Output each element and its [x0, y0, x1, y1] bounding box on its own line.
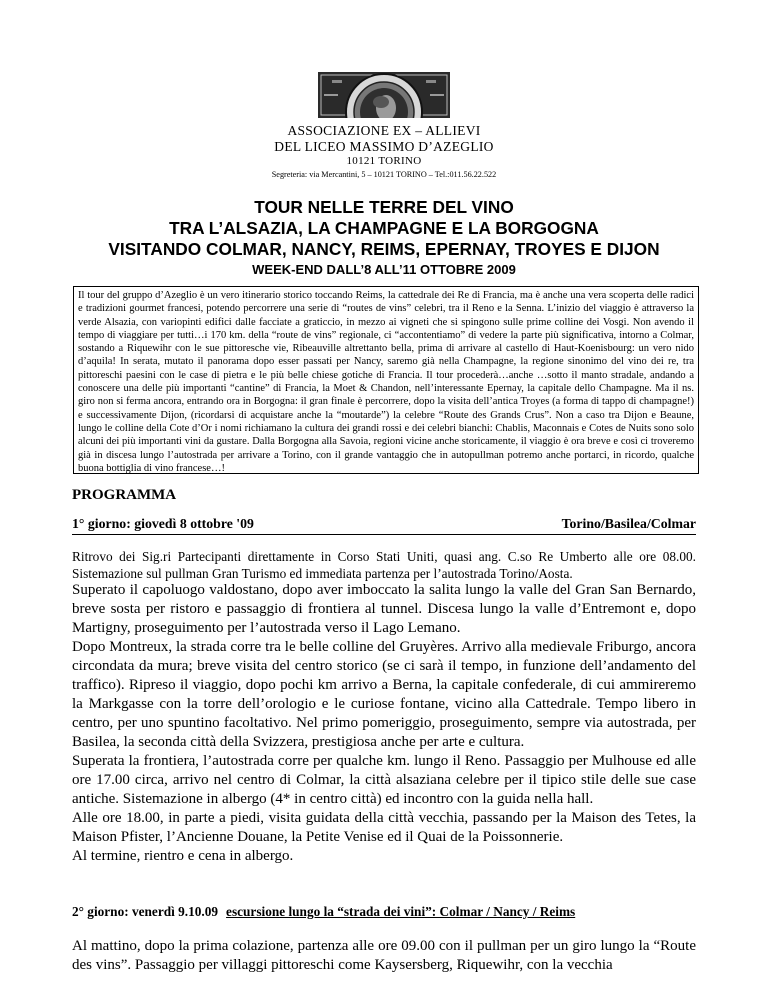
programma-heading: PROGRAMMA — [72, 487, 177, 503]
day-2-label: 2° giorno: venerdì 9.10.09 — [72, 904, 219, 919]
day-1-paragraph: Al termine, rientro e cena in albergo. — [72, 848, 294, 864]
association-header — [0, 123, 768, 180]
day-1-paragraph: Superata la frontiera, l’autostrada corre per qualche km. lungo il Reno. Passaggio per Mulhouse ed alle ore 17.00 circa, arrivo nel centro di Colmar, la città alsaziana celebre per il tipico stile delle sue case antiche. Sistemazione in albergo (4* in centro città) ed incontro con la guida nella hall. — [72, 753, 696, 807]
day-1-paragraph: Dopo Montreux, la strada corre tra le belle colline del Gruyères. Arrivo alla medievale Friburgo, ancora circondata da mura; breve visita del centro storico (se ci sarà il tempo, in funzione dell’andamento del traffico). Ripreso il viaggio, dopo pochi km arrivo a Berna, la capitale confederale, di cui ammireremo la Markgasse con la torre dell’orologio e le curiose fontane, vicino alla Cattedrale. Tempo libero in centro, per uno spuntino facoltativo. Nel primo pomeriggio, proseguimento, sempre via autostrada, per Basilea, la seconda città della Svizzera, prestigiosa anche per arte e cultura. — [72, 639, 696, 750]
day-1-route: Torino/Basilea/Colmar — [561, 516, 696, 531]
day-1-heading — [72, 516, 696, 535]
title-line-1: TOUR NELLE TERRE DEL VINO — [254, 197, 514, 217]
document-title — [0, 197, 768, 260]
day-1-paragraph: Superato il capoluogo valdostano, dopo aver imboccato la salita lungo la valle del Gran San Bernardo, breve sosta per ristoro e passaggio di frontiera al tunnel. Discesa lungo la valle d’Entremont e, dopo Martigny, proseguimento per l’autostrada verso il Lago Lemano. — [72, 582, 696, 636]
document-subtitle: WEEK-END DALL’8 ALL’11 OTTOBRE 2009 — [252, 262, 516, 277]
association-address: Segreteria: via Mercantini, 5 – 10121 TORINO – Tel.:011.56.22.522 — [271, 170, 497, 179]
day-1-paragraph: Alle ore 18.00, in parte a piedi, visita guidata della città vecchia, passando per la Maison des Tetes, la Maison Pfister, l’Ancienne Douane, la Petite Venise ed il Quai de la Poissonnerie. — [72, 810, 696, 845]
association-seal-logo — [318, 72, 450, 118]
intro-box: Il tour del gruppo d’Azeglio è un vero itinerario storico toccando Reims, la cattedrale dei Re di Francia, ma è anche una vera scoperta delle radici e tradizioni gourmet francesi, potendo percorrere una serie di “routes de vins” celebri, tra il Reno e la Senna. L’inizio del viaggio è attraverso la verde Alsazia, con variopinti edifici dalle facciate a graticcio, in mezzo ai vigneti che si spingono sulle prime colline dei Vosgi. Non avendo il tempo di viaggiare per tutti…i 170 km. della “route de vins” regionale, ci “accontentiamo” di vedere la parte più significativa, intorno a Colmar, sostando a Riquewihr con le sue pittoresche vie, Ribeauville altrettanto bella, prima di arrivare al castello di Haut-Koenisbourg: un vero nido d’aquila! In serata, mutato il panorama dopo esser passati per Nancy, saremo già nella Champagne, la regione sinonimo del vino dei re, tra pittoreschi paesini con le case di pietra e le più belle chiese gotiche di Francia. Il tour procederà…anche …sotto il manto stradale, andando a conoscere una delle più importanti “cantine” di Francia, la Moet & Chandon, nell’interessante Epernay, la capitale dello Champagne. Ma il ns. giro non si ferma ancora, entrando ora in Borgogna: il gran finale è percorrere, dopo la visita dell’antica Troyes (a forma di tappo di champagne!) e successivamente Dijon, (ricordarsi di acquistare anche la “moutarde”) la celebre “Route des Grands Crus”. Non a caso tra Dijon e Beaune, lungo le colline della Cote d’Or i nomi richiamano la cultura dei grandi rossi e dei celebri bianchi: Chablis, Maconnais e Cotes de Nuits sono solo alcuni dei più importanti vini da gustare. Dalla Borgogna alla Savoia, regioni vicine anche storicamente, il viaggio è ora breve e così ci troveremo già in discesa lungo l’autostrada per arrivare a Torino, con il grande vantaggio che in autopullman potremo anche portarci, in ricordo, qualche buona bottiglia di vino francese…! — [73, 286, 699, 474]
day-1-itinerary — [72, 581, 696, 866]
association-name: ASSOCIAZIONE EX – ALLIEVI — [287, 123, 481, 138]
title-line-2: TRA L’ALSAZIA, LA CHAMPAGNE E LA BORGOGNA — [169, 218, 599, 238]
day-1-label: 1° giorno: giovedì 8 ottobre '09 — [72, 516, 254, 531]
title-line-3: VISITANDO COLMAR, NANCY, REIMS, EPERNAY, TROYES E DIJON — [108, 239, 660, 259]
day-2-route: escursione lungo la “strada dei vini”: Colmar / Nancy / Reims — [226, 904, 576, 919]
day-2-heading — [72, 904, 696, 920]
school-name: DEL LICEO MASSIMO D’AZEGLIO — [274, 139, 494, 154]
association-city: 10121 TORINO — [346, 155, 422, 167]
day-2-paragraph: Al mattino, dopo la prima colazione, partenza alle ore 09.00 con il pullman per un giro lungo la “Route des vins”. Passaggio per villaggi pittoreschi come Kaysersberg, Riquewihr, con la vecchia — [72, 938, 696, 973]
day-1-meeting-paragraph: Ritrovo dei Sig.ri Partecipanti direttamente in Corso Stati Uniti, quasi ang. C.so Re Umberto alle ore 08.00. Sistemazione sul pullman Gran Turismo ed immediata partenza per l’autostrada Torino/Aosta. — [72, 549, 696, 581]
